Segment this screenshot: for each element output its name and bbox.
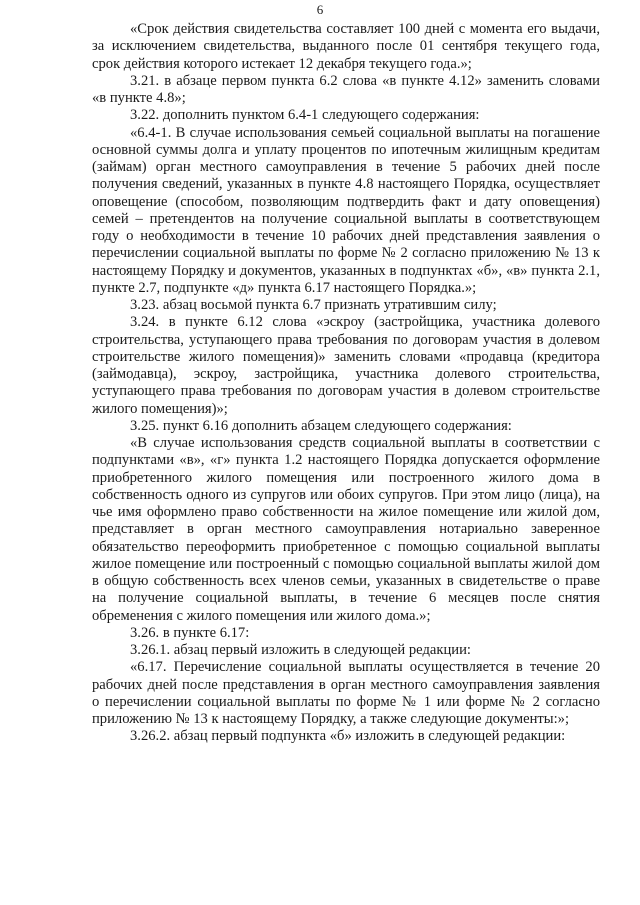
paragraph-3-24: 3.24. в пункте 6.12 слова «эскроу (застройщика, участника долевого строительства, уступающего права требования по договорам участия в долевом строительстве жилого помещения)» заменить словами «продавца (кредитора (займодавца), эскроу, застройщика, участника долевого строительства, уступающего права требования по договорам участия в долевом строительстве жилого помещения)»;	[92, 314, 600, 417]
paragraph-6-4-1: «6.4-1. В случае использования семьей социальной выплаты на погашение основной суммы долга и уплату процентов по ипотечным жилищным кредитам (займам) орган местного самоуправления в течение 5 рабочих дней после получения сведений, указанных в пункте 4.8 настоящего Порядка, осуществляет оповещение (способом, позволяющим подтвердить факт и дату оповещения) семей – претендентов на получение социальной выплаты в соответствующем году о необходимости в течение 10 рабочих дней представления заявления о перечислении социальной выплаты по форме № 2 согласно приложению № 13 к настоящему Порядку и документов, указанных в подпунктах «б», «в» пункта 2.1, пункте 2.7, подпункте «д» пункта 6.17 настоящего Порядка.»;	[92, 124, 600, 296]
page-number: 6	[316, 2, 324, 17]
paragraph-3-23: 3.23. абзац восьмой пункта 6.7 признать утратившим силу;	[130, 297, 497, 313]
paragraph-3-26-1: 3.26.1. абзац первый изложить в следующей редакции:	[130, 642, 471, 658]
paragraph-3-22: 3.22. дополнить пунктом 6.4-1 следующего содержания:	[130, 107, 480, 124]
paragraph-3-25: 3.25. пункт 6.16 дополнить абзацем следующего содержания:	[130, 417, 512, 434]
paragraph-3-26-2: 3.26.2. абзац первый подпункта «б» изложить в следующей редакции:	[130, 728, 566, 745]
paragraph-3-26: 3.26. в пункте 6.17:	[130, 624, 250, 641]
paragraph-quote-certificate-validity: «Срок действия свидетельства составляет 100 дней с момента его выдачи, за исключением свидетельства, выданного после 01 сентября текущего года, срок действия которого истекает 12 декабря текущего года.»;	[92, 21, 600, 72]
paragraph-quote-ownership: «В случае использования средств социальной выплаты в соответствии с подпунктами «в», «г» пункта 1.2 настоящего Порядка допускается оформление приобретенного жилого помещения или построенного жилого дома в собственность одного из супругов или обоих супругов. При этом лицо (лица), на чье имя оформлено право собственности на жилое помещение или жилой дом, представляет в орган местного самоуправления нотариально заверенное обязательство переоформить приобретенное с помощью социальной выплаты жилое помещение или построенный с помощью социальной выплаты жилой дом в общую собственность всех членов семьи, указанных в свидетельстве о праве на получение социальной выплаты, в течение 6 месяцев после снятия обременения с жилого помещения или жилого дома.»;	[92, 435, 600, 624]
paragraph-3-21: 3.21. в абзаце первом пункта 6.2 слова «в пункте 4.12» заменить словами «в пункте 4.8»;	[92, 72, 600, 106]
paragraph-6-17: «6.17. Перечисление социальной выплаты осуществляется в течение 20 рабочих дней после представления в орган местного самоуправления заявления о перечислении социальной выплаты по форме № 1 или форме № 2 согласно приложению № 13 к настоящему Порядку, а также следующие документы:»;	[92, 659, 600, 727]
document-body	[92, 21, 600, 746]
